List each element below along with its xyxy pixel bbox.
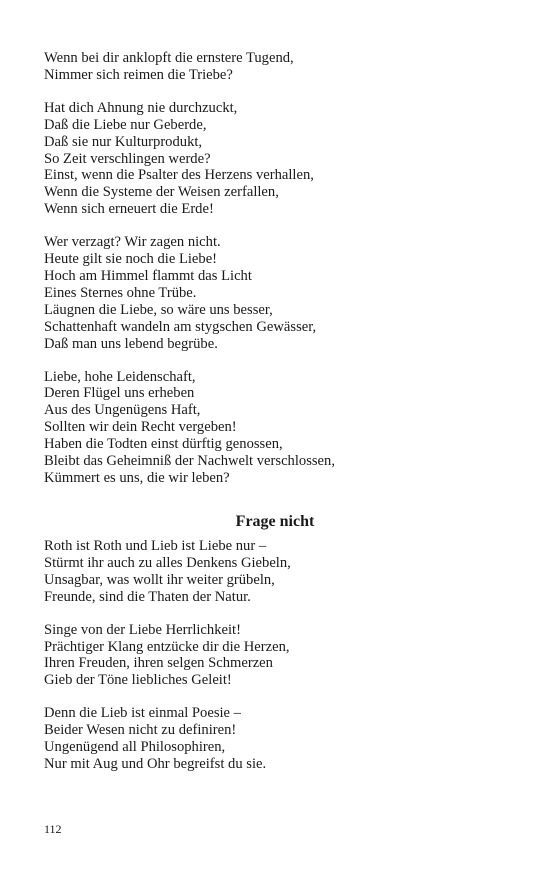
verse-line: Beider Wesen nicht zu definiren! <box>44 722 237 739</box>
verse-line: Gieb der Töne liebliches Geleit! <box>44 672 232 689</box>
verse-line: Wenn die Systeme der Weisen zerfallen, <box>44 184 279 201</box>
verse-line: Wer verzagt? Wir zagen nicht. <box>44 234 221 251</box>
verse-line: Hoch am Himmel flammt das Licht <box>44 267 252 284</box>
stanza <box>44 369 335 487</box>
verse-line: Prächtiger Klang entzücke dir die Herzen, <box>44 638 290 655</box>
verse-line: Eines Sternes ohne Trübe. <box>44 284 197 301</box>
poem-frage-nicht <box>44 538 291 773</box>
stanza <box>44 538 291 606</box>
page-number: 112 <box>44 822 62 836</box>
verse-line: Aus des Ungenügens Haft, <box>44 402 201 419</box>
verse-line: Deren Flügel uns erheben <box>44 385 195 402</box>
stanza <box>44 50 335 84</box>
poem-title: Frage nicht <box>235 513 315 530</box>
verse-line: Singe von der Liebe Herrlichkeit! <box>44 621 241 638</box>
poem-continued <box>44 50 335 487</box>
verse-line: Daß man uns lebend begrübe. <box>44 335 218 352</box>
verse-line: Hat dich Ahnung nie durchzuckt, <box>44 99 238 116</box>
verse-line: Schattenhaft wandeln am stygschen Gewässer, <box>44 318 317 335</box>
stanza <box>44 622 291 690</box>
verse-line: Heute gilt sie noch die Liebe! <box>44 251 218 268</box>
verse-line: Einst, wenn die Psalter des Herzens verhallen, <box>44 167 314 184</box>
verse-line: Kümmert es uns, die wir leben? <box>44 469 230 486</box>
verse-line: Ihren Freuden, ihren selgen Schmerzen <box>44 655 273 672</box>
verse-line: Wenn bei dir anklopft die ernstere Tugend, <box>44 50 294 66</box>
verse-line: Unsagbar, was wollt ihr weiter grübeln, <box>44 571 275 588</box>
verse-line: Daß sie nur Kulturprodukt, <box>44 133 203 150</box>
verse-line: Denn die Lieb ist einmal Poesie – <box>44 705 241 722</box>
stanza <box>44 234 335 352</box>
stanza <box>44 100 335 218</box>
verse-line: Haben die Todten einst dürftig genossen, <box>44 436 283 453</box>
stanza <box>44 705 291 773</box>
verse-line: Bleibt das Geheimniß der Nachwelt verschlossen, <box>44 453 335 470</box>
verse-line: Freunde, sind die Thaten der Natur. <box>44 588 251 605</box>
verse-line: Liebe, hohe Leidenschaft, <box>44 368 196 385</box>
verse-line: Nur mit Aug und Ohr begreifst du sie. <box>44 755 267 772</box>
verse-line: Stürmt ihr auch zu alles Denkens Giebeln, <box>44 554 291 571</box>
verse-line: Läugnen die Liebe, so wäre uns besser, <box>44 301 273 318</box>
verse-line: So Zeit verschlingen werde? <box>44 150 211 167</box>
verse-line: Nimmer sich reimen die Triebe? <box>44 66 233 83</box>
verse-line: Roth ist Roth und Lieb ist Liebe nur – <box>44 538 267 554</box>
verse-line: Daß die Liebe nur Geberde, <box>44 116 207 133</box>
verse-line: Ungenügend all Philosophiren, <box>44 739 226 756</box>
verse-line: Sollten wir dein Recht vergeben! <box>44 419 237 436</box>
verse-line: Wenn sich erneuert die Erde! <box>44 201 214 218</box>
